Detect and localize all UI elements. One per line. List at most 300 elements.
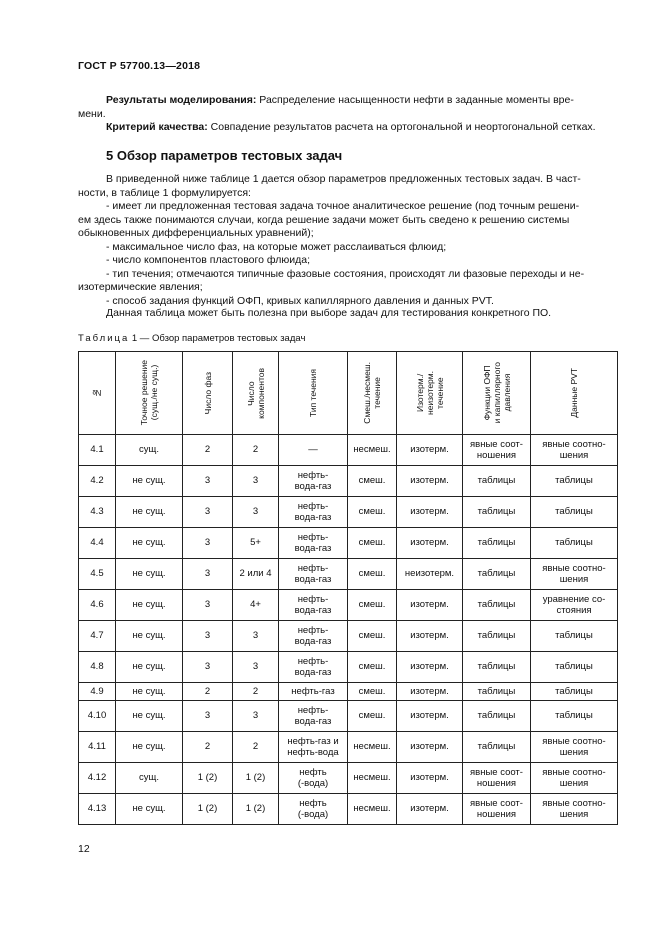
cell-line: смеш. — [358, 475, 386, 487]
cell-line: таблицы — [555, 630, 593, 642]
cell-line: 4.12 — [87, 772, 107, 784]
cell-line: 4.11 — [88, 741, 106, 753]
cell-line: смеш. — [358, 661, 386, 673]
table-row — [79, 528, 618, 559]
table-cell — [397, 763, 463, 794]
table-cell — [279, 701, 348, 732]
cell-line: 4.13 — [87, 803, 107, 815]
cell-line: нефть- — [297, 624, 329, 636]
cell-line: таблицы — [477, 630, 516, 642]
table-cell — [183, 621, 233, 652]
table-cell — [233, 528, 279, 559]
cell-line: нефть- — [297, 655, 329, 667]
cell-line: 3 — [204, 506, 211, 518]
table-cell — [397, 701, 463, 732]
table-cell — [397, 559, 463, 590]
bullet-item-line: обыкновенных дифференциальных уравнений); — [78, 227, 314, 239]
cell-line: 4.2 — [90, 475, 104, 487]
table-cell — [183, 590, 233, 621]
cell-line: не сущ. — [132, 475, 166, 487]
table-cell — [348, 590, 397, 621]
bullet-item-line: - максимальное число фаз, на которые может расслаиваться флюид; — [106, 240, 447, 253]
cell-line: 3 — [204, 537, 211, 549]
cell-line: течение — [372, 377, 382, 409]
table-cell — [348, 732, 397, 763]
cell-line: и капиллярного — [491, 362, 502, 424]
cell-line: несмеш. — [353, 741, 391, 753]
table-cell — [463, 590, 531, 621]
cell-line: Число фаз — [202, 371, 213, 415]
bullet-item-line: - тип течения; отмечаются типичные фазовые состояния, происходят ли фазовые переходы и не- — [106, 267, 585, 280]
cell-line: стояния — [556, 605, 592, 616]
table-cell — [348, 466, 397, 497]
table-cell — [279, 794, 348, 825]
table-cell — [183, 763, 233, 794]
cell-line: 3 — [252, 630, 259, 642]
cell-line: не сущ. — [132, 803, 166, 815]
cell-line: несмеш. — [353, 444, 391, 456]
cell-line: нефть- — [297, 500, 329, 512]
cell-line: не сущ. — [132, 568, 166, 580]
cell-line: 3 — [252, 710, 259, 722]
cell-line: нефть- — [297, 704, 329, 716]
cell-line: 3 — [252, 661, 259, 673]
cell-line: смеш. — [358, 537, 386, 549]
cell-line: 3 — [204, 599, 211, 611]
intro-line1: В приведенной ниже таблице 1 дается обзор параметров предложенных тестовых задач. В част- — [106, 173, 581, 185]
closing-text: Данная таблица может быть полезна при выборе задач для тестирования конкретного ПО. — [106, 307, 552, 319]
cell-line: 3 — [204, 710, 211, 722]
table-cell — [116, 435, 183, 466]
column-header — [463, 352, 531, 435]
cell-line: Изотерм./ — [414, 373, 425, 413]
table-row — [79, 763, 618, 794]
column-header-text — [246, 368, 266, 419]
results-label: Результаты моделирования: — [106, 94, 257, 106]
bullet-item-line: - имеет ли предложенная тестовая задача точное аналитическое решение (под точным решени- — [106, 200, 580, 212]
table-cell — [348, 763, 397, 794]
table-cell — [233, 590, 279, 621]
table-cell — [531, 590, 618, 621]
table-cell — [531, 763, 618, 794]
table-cell — [348, 559, 397, 590]
table-cell — [531, 466, 618, 497]
cell-line: (-вода) — [297, 809, 329, 820]
table-cell — [397, 794, 463, 825]
column-header — [531, 352, 618, 435]
cell-line: Точное решение — [139, 360, 149, 426]
table-caption — [78, 333, 305, 344]
cell-line: 4.5 — [90, 568, 104, 580]
cell-line: смеш. — [358, 599, 386, 611]
table-cell — [116, 763, 183, 794]
table-cell — [79, 621, 116, 652]
cell-line: изотерм. — [410, 630, 449, 642]
table-cell — [79, 559, 116, 590]
table-cell — [531, 652, 618, 683]
table-cell — [279, 652, 348, 683]
cell-line: не сущ. — [132, 661, 166, 673]
cell-line: нефть- — [297, 562, 329, 574]
table-cell — [233, 732, 279, 763]
column-header-text — [362, 362, 382, 424]
table-cell — [397, 732, 463, 763]
table-cell — [463, 435, 531, 466]
cell-line: явные соотно- — [542, 735, 606, 747]
table-cell — [116, 559, 183, 590]
cell-line: нефть-вода — [287, 747, 339, 758]
cell-line: таблицы — [555, 537, 593, 549]
cell-line: несмеш. — [353, 772, 391, 784]
table-cell — [233, 435, 279, 466]
cell-line: не сущ. — [132, 741, 166, 753]
table-cell — [279, 466, 348, 497]
table-row — [79, 621, 618, 652]
cell-line: компонентов — [255, 367, 266, 419]
cell-line: таблицы — [555, 506, 593, 518]
table-cell — [463, 732, 531, 763]
cell-line: изотерм. — [410, 803, 449, 815]
cell-line: таблицы — [477, 537, 516, 549]
table-cell — [463, 497, 531, 528]
cell-line: изотерм. — [410, 444, 449, 456]
table-cell — [397, 621, 463, 652]
cell-line: не сущ. — [132, 537, 166, 549]
table-cell — [116, 701, 183, 732]
cell-line: шения — [559, 747, 589, 758]
table-cell — [279, 621, 348, 652]
criterion-label: Критерий качества: — [106, 121, 208, 133]
table-cell — [348, 794, 397, 825]
cell-line: таблицы — [477, 568, 516, 580]
table-caption-label: Таблица — [78, 333, 130, 344]
cell-line: 2 или 4 — [239, 568, 272, 580]
cell-line: 3 — [204, 568, 211, 580]
cell-line: 4.1 — [90, 444, 104, 456]
criterion-text: Совпадение результатов расчета на ортогональной и неортогональной сетках. — [207, 121, 596, 133]
results-text-line2: мени. — [78, 107, 106, 120]
cell-line: явные соот- — [470, 438, 523, 450]
table-cell — [463, 683, 531, 701]
cell-line: таблицы — [555, 710, 593, 722]
cell-line: 1 (2) — [245, 772, 266, 784]
cell-line: 2 — [204, 741, 211, 753]
cell-line: (сущ./не сущ.) — [149, 365, 159, 421]
column-header — [348, 352, 397, 435]
results-text-line1: Распределение насыщенности нефти в заданные моменты вре- — [256, 94, 574, 106]
cell-line: уравнение со- — [542, 593, 606, 605]
cell-line: Смеш./несмеш. — [362, 362, 372, 424]
cell-line: таблицы — [555, 685, 593, 697]
table-cell — [348, 701, 397, 732]
table-cell — [463, 621, 531, 652]
column-header-text — [415, 371, 445, 415]
table-cell — [183, 701, 233, 732]
table-caption-text: 1 — Обзор параметров тестовых задач — [129, 333, 306, 344]
table-cell — [348, 683, 397, 701]
cell-line: 2 — [252, 685, 259, 697]
table-cell — [348, 652, 397, 683]
table-cell — [463, 701, 531, 732]
cell-line: 4.10 — [87, 710, 107, 722]
table-cell — [233, 466, 279, 497]
bullet-item-line: - способ задания функций ОФП, кривых капиллярного давления и данных PVT. — [106, 294, 494, 307]
cell-line: Тип течения — [308, 369, 318, 417]
cell-line: неизотерм. — [424, 371, 435, 415]
parameters-table — [78, 351, 618, 825]
column-header-text — [92, 388, 102, 398]
document-header: ГОСТ Р 57700.13—2018 — [78, 60, 201, 72]
table-row — [79, 652, 618, 683]
cell-line: 2 — [252, 444, 259, 456]
table-cell — [183, 435, 233, 466]
column-header-text — [203, 372, 213, 414]
table-cell — [79, 497, 116, 528]
column-header — [279, 352, 348, 435]
table-cell — [279, 683, 348, 701]
cell-line: 3 — [204, 475, 211, 487]
table-cell — [79, 466, 116, 497]
cell-line: 5+ — [250, 537, 261, 549]
column-header — [79, 352, 116, 435]
cell-line: смеш. — [358, 685, 386, 697]
cell-line: 4+ — [250, 599, 261, 611]
cell-line: не сущ. — [132, 710, 166, 722]
cell-line: шения — [559, 574, 589, 585]
cell-line: нефть- — [297, 469, 329, 481]
table-row — [79, 732, 618, 763]
cell-line: 3 — [252, 506, 259, 518]
table-row — [79, 701, 618, 732]
cell-line: таблицы — [477, 710, 516, 722]
table-cell — [531, 794, 618, 825]
intro-line2: ности, в таблице 1 формулируется: — [78, 186, 251, 199]
cell-line: 3 — [204, 630, 211, 642]
column-header-text — [308, 369, 318, 417]
table-cell — [279, 559, 348, 590]
table-cell — [79, 794, 116, 825]
table-cell — [531, 621, 618, 652]
table-cell — [183, 497, 233, 528]
table-cell — [463, 794, 531, 825]
cell-line: давления — [501, 374, 512, 412]
table-cell — [116, 621, 183, 652]
table-cell — [79, 732, 116, 763]
cell-line: вода-газ — [294, 605, 332, 616]
cell-line: таблицы — [477, 599, 516, 611]
table-cell — [116, 794, 183, 825]
cell-line: не сущ. — [132, 506, 166, 518]
table-cell — [183, 732, 233, 763]
table-cell — [348, 528, 397, 559]
table-cell — [463, 528, 531, 559]
cell-line: изотерм. — [410, 741, 449, 753]
table-cell — [397, 435, 463, 466]
table-cell — [279, 435, 348, 466]
table-cell — [116, 466, 183, 497]
table-cell — [79, 701, 116, 732]
cell-line: 1 (2) — [197, 772, 218, 784]
table-cell — [279, 497, 348, 528]
cell-line: вода-газ — [294, 543, 332, 554]
table-cell — [279, 763, 348, 794]
column-header-text — [139, 360, 159, 425]
column-header — [233, 352, 279, 435]
cell-line: сущ. — [139, 772, 159, 784]
cell-line: шения — [559, 450, 589, 461]
table-cell — [79, 652, 116, 683]
cell-line: явные соот- — [470, 797, 523, 809]
cell-line: 3 — [204, 661, 211, 673]
cell-line: шения — [559, 778, 589, 789]
cell-line: изотерм. — [410, 661, 449, 673]
cell-line: 4.7 — [90, 630, 104, 642]
table-body — [79, 435, 618, 825]
table-cell — [183, 683, 233, 701]
table-cell — [531, 559, 618, 590]
table-cell — [79, 435, 116, 466]
table-cell — [183, 794, 233, 825]
cell-line: не сущ. — [132, 630, 166, 642]
table-row — [79, 590, 618, 621]
table-row — [79, 794, 618, 825]
table-cell — [79, 683, 116, 701]
column-header — [183, 352, 233, 435]
cell-line: несмеш. — [353, 803, 391, 815]
cell-line: неизотерм. — [404, 568, 455, 580]
cell-line: 3 — [252, 475, 259, 487]
cell-line: 2 — [252, 741, 259, 753]
table-cell — [116, 683, 183, 701]
cell-line: таблицы — [477, 661, 516, 673]
cell-line: вода-газ — [294, 574, 332, 585]
table-cell — [116, 528, 183, 559]
cell-line: таблицы — [555, 475, 593, 487]
cell-line: ношения — [476, 778, 517, 789]
table-cell — [279, 528, 348, 559]
cell-line: 1 (2) — [245, 803, 266, 815]
results-paragraph — [78, 94, 616, 121]
table-cell — [531, 701, 618, 732]
table-row — [79, 497, 618, 528]
cell-line: нефть — [299, 766, 327, 778]
cell-line: ношения — [476, 809, 517, 820]
table-cell — [233, 497, 279, 528]
table-row — [79, 435, 618, 466]
cell-line: изотерм. — [410, 599, 449, 611]
cell-line: шения — [559, 809, 589, 820]
cell-line: смеш. — [358, 630, 386, 642]
cell-line: — — [308, 444, 318, 456]
column-header — [397, 352, 463, 435]
cell-line: 2 — [204, 685, 211, 697]
column-header-text — [569, 368, 579, 418]
cell-line: нефть- — [297, 593, 329, 605]
bullet-item-line: ем здесь также понимаются случаи, когда решение задачи может быть сведено к решению системы — [78, 213, 570, 226]
cell-line: Число — [245, 380, 256, 406]
cell-line: изотерм. — [410, 685, 449, 697]
table-cell — [397, 466, 463, 497]
cell-line: № — [92, 388, 102, 398]
table-cell — [116, 590, 183, 621]
cell-line: явные соотно- — [542, 797, 606, 809]
table-cell — [116, 497, 183, 528]
cell-line: смеш. — [358, 506, 386, 518]
cell-line: 4.8 — [90, 661, 104, 673]
cell-line: не сущ. — [132, 685, 166, 697]
table-cell — [233, 559, 279, 590]
cell-line: явные соотно- — [542, 766, 606, 778]
cell-line: сущ. — [139, 444, 159, 456]
cell-line: таблицы — [477, 685, 516, 697]
cell-line: изотерм. — [410, 506, 449, 518]
cell-line: таблицы — [555, 661, 593, 673]
table-cell — [531, 528, 618, 559]
cell-line: смеш. — [358, 710, 386, 722]
cell-line: вода-газ — [294, 716, 332, 727]
cell-line: явные соотно- — [542, 438, 606, 450]
table-cell — [233, 763, 279, 794]
cell-line: Функции ОФП — [481, 365, 492, 421]
table-cell — [463, 763, 531, 794]
closing-paragraph — [78, 307, 616, 321]
table-cell — [79, 763, 116, 794]
table-cell — [233, 701, 279, 732]
bullet-item-line: изотермические явления; — [78, 281, 203, 293]
table-cell — [463, 466, 531, 497]
cell-line: таблицы — [477, 506, 516, 518]
cell-line: изотерм. — [410, 475, 449, 487]
table-cell — [116, 652, 183, 683]
intro-paragraph — [78, 173, 616, 200]
table-row — [79, 559, 618, 590]
cell-line: вода-газ — [294, 667, 332, 678]
cell-line: 4.6 — [90, 599, 104, 611]
cell-line: вода-газ — [294, 512, 332, 523]
table-cell — [233, 683, 279, 701]
cell-line: таблицы — [477, 475, 516, 487]
table-cell — [116, 732, 183, 763]
cell-line: Данные PVT — [569, 368, 579, 418]
table-cell — [279, 590, 348, 621]
bullet-item-line: - число компонентов пластового флюида; — [106, 254, 311, 266]
table-cell — [279, 732, 348, 763]
table-cell — [348, 621, 397, 652]
table-row — [79, 466, 618, 497]
cell-line: нефть- — [297, 531, 329, 543]
bullet-list — [78, 200, 616, 308]
table-cell — [531, 435, 618, 466]
table-cell — [397, 683, 463, 701]
table-cell — [233, 652, 279, 683]
cell-line: явные соот- — [470, 766, 523, 778]
cell-line: смеш. — [358, 568, 386, 580]
table-cell — [397, 652, 463, 683]
cell-line: 4.3 — [90, 506, 104, 518]
cell-line: вода-газ — [294, 636, 332, 647]
table-cell — [79, 528, 116, 559]
cell-line: нефть-газ — [291, 685, 335, 697]
cell-line: (-вода) — [297, 778, 329, 789]
cell-line: изотерм. — [410, 537, 449, 549]
cell-line: ношения — [476, 450, 517, 461]
cell-line: 1 (2) — [197, 803, 218, 815]
table-cell — [183, 559, 233, 590]
table-cell — [397, 528, 463, 559]
table-cell — [183, 528, 233, 559]
cell-line: изотерм. — [410, 710, 449, 722]
cell-line: 4.4 — [90, 537, 104, 549]
